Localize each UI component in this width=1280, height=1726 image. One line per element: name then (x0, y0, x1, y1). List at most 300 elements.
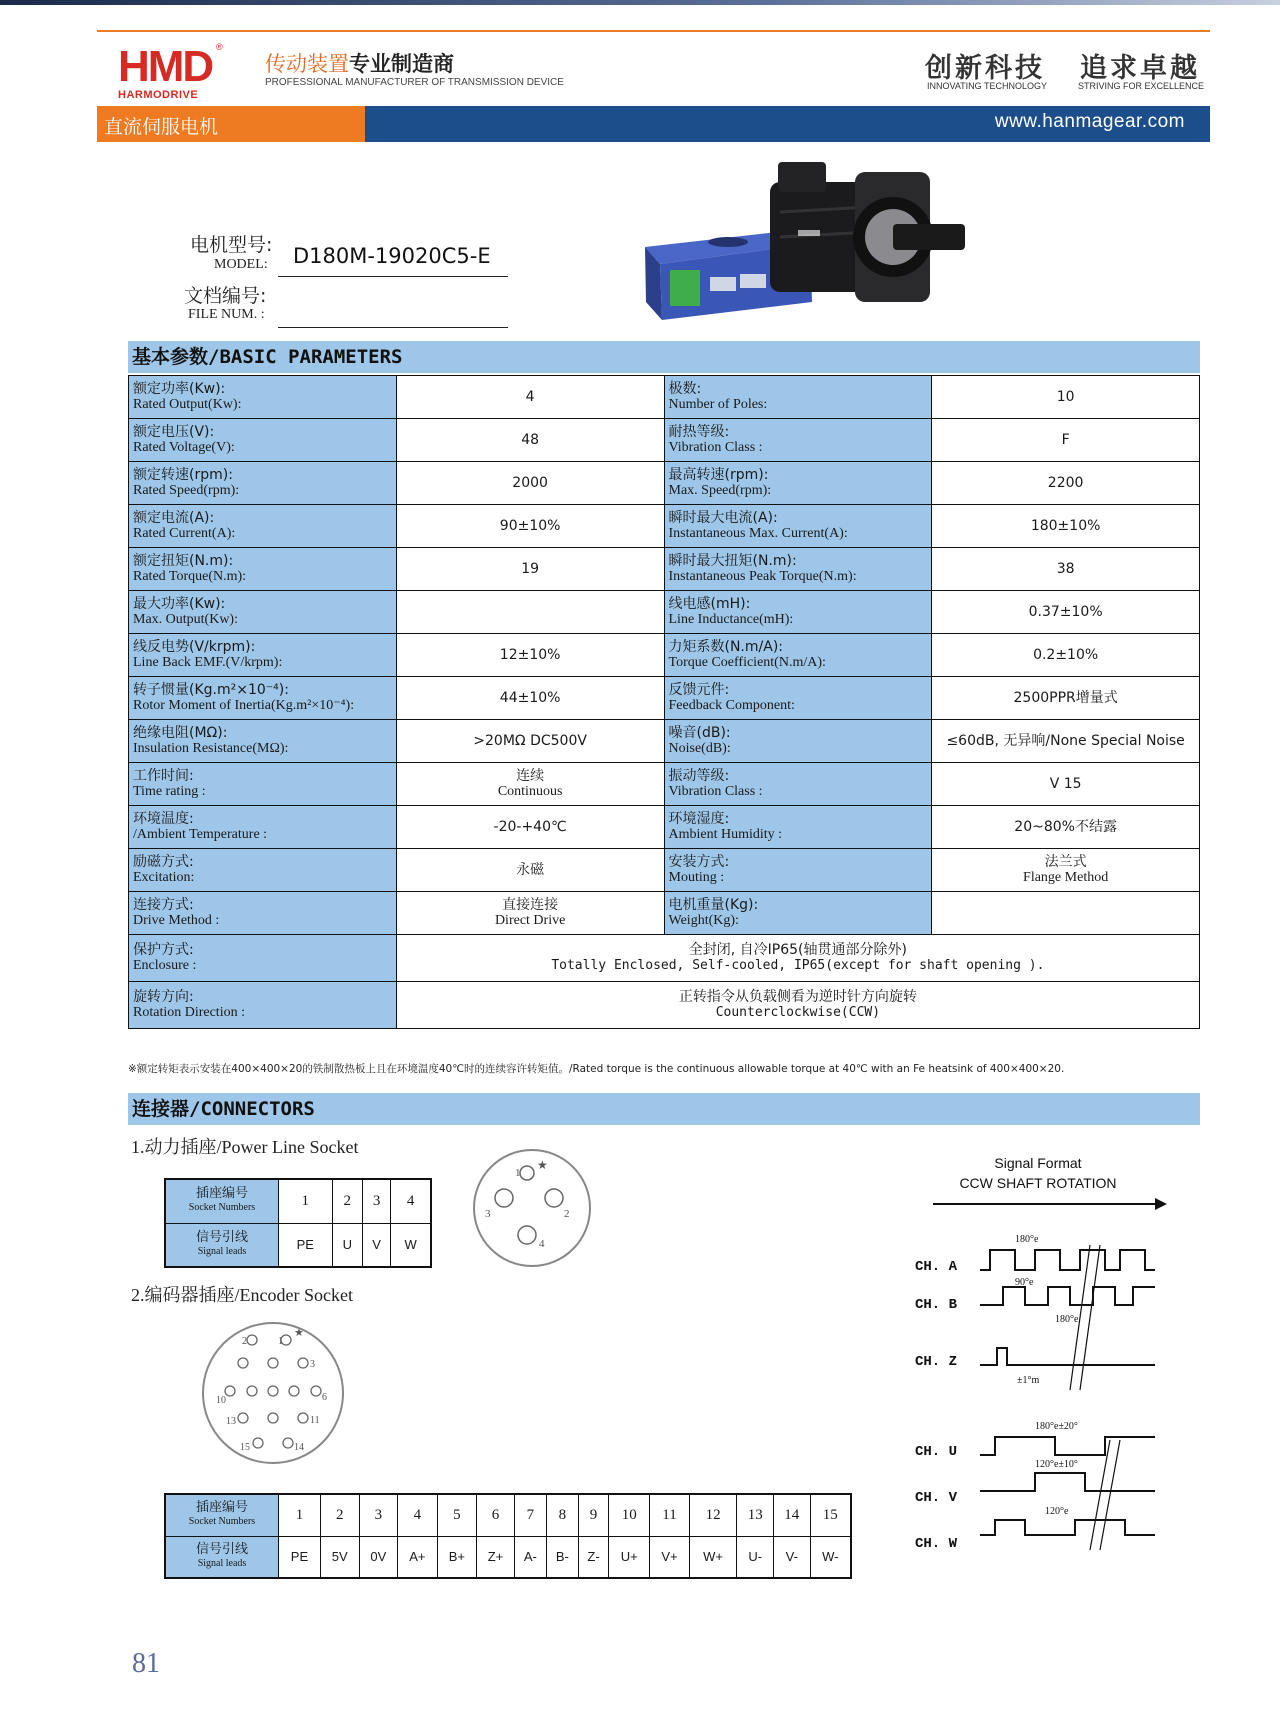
waveform-b (980, 1287, 1155, 1305)
rotation-label-en: Rotation Direction : (133, 1005, 245, 1020)
power-pin-2 (545, 1189, 563, 1207)
encoder-sig-cell: B- (546, 1536, 578, 1578)
param-label-en: Mouting : (668, 870, 725, 885)
power-pin-label: 1 (515, 1167, 521, 1179)
param-value (932, 419, 1200, 462)
param-label-en: Drive Method : (133, 913, 220, 928)
param-value (932, 763, 1200, 806)
encoder-pin-label: 11 (310, 1415, 320, 1426)
break-line-4 (1100, 1440, 1120, 1550)
params-body (129, 376, 1200, 1029)
param-value-text: 90±10% (499, 518, 561, 534)
param-value-text: 12±10% (499, 647, 561, 663)
param-label-en: Rated Output(Kw): (133, 397, 242, 412)
direction-arrow-icon (1155, 1198, 1167, 1210)
encoder-pin-label: 15 (240, 1442, 250, 1453)
channel-label-w: CH. W (915, 1536, 958, 1552)
encoder-num-cell: 13 (737, 1494, 774, 1536)
param-label-cn: 转子惯量(Kg.m²×10⁻⁴): (133, 682, 289, 698)
power-socket-sig-row (165, 1223, 431, 1267)
encoder-hdr-sig-cn: 信号引线 (195, 1541, 248, 1557)
basic-params-title: 基本参数/BASIC PARAMETERS (132, 346, 403, 368)
param-label-cn: 线反电势(V/krpm): (133, 639, 256, 655)
encoder-num-cell: 14 (774, 1494, 811, 1536)
encoder-socket-diagram (198, 1318, 348, 1468)
rotation-label (129, 982, 397, 1029)
annotation: 90°e (1015, 1277, 1034, 1288)
drive-fan (708, 237, 748, 247)
param-label-cn: 额定电压(V): (133, 424, 215, 440)
param-label (664, 505, 932, 548)
annotation: ±1°m (1017, 1375, 1040, 1386)
param-value-text: >20MΩ DC500V (473, 733, 587, 749)
param-value-text: 0.2±10% (1033, 647, 1099, 663)
param-value (396, 505, 664, 548)
param-value (932, 720, 1200, 763)
param-label-cn: 瞬时最大扭矩(N.m): (668, 553, 797, 569)
encoder-sig-cell: Z- (578, 1536, 608, 1578)
param-value-text: 44±10% (499, 690, 561, 706)
param-value-text: V 15 (1049, 776, 1082, 792)
encoder-sig-cell: 0V (359, 1536, 398, 1578)
slogan-striving: 追求卓越 (1080, 53, 1200, 84)
param-label-cn: 耐热等级: (668, 424, 730, 440)
encoder-sig-cell: W- (810, 1536, 851, 1578)
tagline-orange: 传动装置 (265, 52, 349, 76)
power-num-cell: 4 (391, 1179, 431, 1223)
logo (118, 42, 213, 101)
param-label-cn: 连接方式: (133, 897, 194, 913)
param-value (396, 763, 664, 806)
annotation: 180°e (1015, 1234, 1039, 1245)
model-value: D180M-19020C5-E (293, 244, 491, 268)
param-value (396, 849, 664, 892)
param-label-en: Ambient Humidity : (668, 827, 783, 842)
param-row (129, 419, 1200, 462)
annotation: 180°e (1055, 1314, 1079, 1325)
param-row (129, 720, 1200, 763)
param-value (396, 806, 664, 849)
param-label (664, 548, 932, 591)
param-value (932, 849, 1200, 892)
param-label-cn: 噪音(dB): (668, 725, 731, 741)
enclosure-label-en: Enclosure : (133, 958, 197, 973)
param-label-cn: 工作时间: (133, 768, 194, 784)
power-socket-diagram (467, 1143, 597, 1273)
param-value (932, 892, 1200, 935)
power-pin-3 (495, 1189, 513, 1207)
power-num-cell: 2 (332, 1179, 362, 1223)
power-sig-cell: V (362, 1223, 390, 1267)
footnote: ※额定转矩表示安装在400×400×20的铁制散热板上且在环境温度40℃时的连续容许转矩值。/Rated torque is the continuous allowable torque at 40℃ with an Fe heatsink of 400×400×20. (128, 1063, 1065, 1075)
waveform-v (980, 1473, 1155, 1491)
param-label (664, 892, 932, 935)
power-hdr-sig-en: Signal leads (197, 1245, 247, 1257)
model-label-en: MODEL: (214, 257, 268, 272)
power-hdr-sig (165, 1223, 279, 1267)
param-value-text: 永磁 (516, 862, 545, 878)
motor-shaft (893, 224, 965, 250)
website-link[interactable]: www.hanmagear.com (994, 111, 1185, 132)
param-label (664, 634, 932, 677)
encoder-num-cell: 12 (689, 1494, 737, 1536)
param-label-cn: 额定电流(A): (133, 510, 215, 526)
annotation: 120°e (1045, 1506, 1069, 1517)
param-label-en: Line Inductance(mH): (668, 612, 794, 627)
param-row (129, 763, 1200, 806)
param-value-text: 38 (1056, 561, 1075, 577)
model-underline (278, 276, 508, 277)
top-decoration-bar (0, 0, 1280, 5)
encoder-num-cell: 15 (810, 1494, 851, 1536)
signal-title: Signal Format (994, 1155, 1082, 1171)
param-label-cn: 额定转速(rpm): (133, 467, 233, 483)
channel-label-z: CH. Z (915, 1354, 958, 1370)
encoder-socket-title: 2.编码器插座/Encoder Socket (131, 1285, 353, 1305)
param-label-en: Max. Speed(rpm): (668, 483, 772, 498)
drive-port-1 (710, 277, 736, 291)
param-label-en: Rated Speed(rpm): (133, 483, 240, 498)
power-pin-label: 2 (564, 1208, 570, 1220)
motor-badge (798, 230, 820, 236)
connectors-title: 连接器/CONNECTORS (132, 1098, 315, 1120)
param-label-en: /Ambient Temperature : (133, 827, 268, 842)
param-label (129, 849, 397, 892)
encoder-pin-label: 10 (216, 1395, 226, 1406)
drive-terminal-block (670, 270, 700, 306)
waveform-u (980, 1437, 1155, 1455)
param-label-en: Rated Torque(N.m): (133, 569, 247, 584)
break-line-2 (1080, 1245, 1100, 1390)
param-label-en: Number of Poles: (668, 397, 768, 412)
param-value-text: 19 (521, 561, 540, 577)
param-row (129, 591, 1200, 634)
param-label (664, 763, 932, 806)
param-row (129, 677, 1200, 720)
encoder-hdr-num (165, 1494, 279, 1536)
channel-label-u: CH. U (915, 1444, 958, 1460)
param-label-cn: 励磁方式: (133, 854, 194, 870)
encoder-hdr-num-cn: 插座编号 (195, 1500, 248, 1516)
tagline-dark: 专业制造商 (349, 52, 454, 76)
param-label-en: Noise(dB): (668, 741, 731, 756)
encoder-num-cell: 7 (514, 1494, 546, 1536)
param-label-en: Vibration Class : (668, 440, 763, 455)
param-label-cn: 最大功率(Kw): (133, 596, 226, 612)
product-image (640, 152, 985, 332)
power-socket-table (164, 1178, 432, 1268)
param-label-cn: 环境湿度: (668, 811, 730, 827)
param-row (129, 462, 1200, 505)
param-value-text-en: Flange Method (1023, 870, 1109, 885)
signal-timing-diagram (905, 1150, 1175, 1570)
enclosure-value (396, 935, 1199, 982)
power-pin-label: 3 (485, 1208, 491, 1220)
param-label-en: Excitation: (133, 870, 195, 885)
encoder-pin-label: 2 (242, 1336, 247, 1347)
tagline (265, 48, 454, 78)
encoder-num-cell: 10 (609, 1494, 650, 1536)
param-label (129, 376, 397, 419)
encoder-sig-cell: U- (737, 1536, 774, 1578)
param-label (129, 806, 397, 849)
enclosure-label-cn: 保护方式: (133, 942, 194, 958)
param-row (129, 376, 1200, 419)
param-row (129, 892, 1200, 935)
param-label-cn: 安装方式: (668, 854, 730, 870)
param-value (396, 419, 664, 462)
param-label (664, 462, 932, 505)
param-label-en: Insulation Resistance(MΩ): (133, 741, 289, 756)
encoder-sig-cell: V- (774, 1536, 811, 1578)
power-sig-cell: W (391, 1223, 431, 1267)
encoder-pin-label: 6 (322, 1392, 327, 1403)
encoder-sig-row (165, 1536, 851, 1578)
param-label (129, 548, 397, 591)
param-value-text: 2200 (1047, 475, 1084, 491)
param-label (129, 720, 397, 763)
encoder-sig-cell: U+ (609, 1536, 650, 1578)
registered-mark: ® (216, 42, 223, 52)
slogan-innovating-en: INNOVATING TECHNOLOGY (927, 81, 1048, 91)
enclosure-row (129, 935, 1200, 982)
param-value-text: -20-+40℃ (493, 819, 567, 835)
basic-params-table (128, 375, 1200, 1029)
drive-port-2 (740, 274, 766, 288)
encoder-hdr-sig (165, 1536, 279, 1578)
encoder-pin-label: 1 (278, 1336, 283, 1347)
channel-label-b: CH. B (915, 1297, 958, 1313)
param-label-en: Time rating : (133, 784, 206, 799)
param-value (396, 892, 664, 935)
param-label-en: Max. Output(Kw): (133, 612, 238, 627)
param-label (664, 806, 932, 849)
param-value (932, 591, 1200, 634)
encoder-num-cell: 1 (279, 1494, 321, 1536)
param-label (129, 505, 397, 548)
logo-subtext: HARMODRIVE (118, 89, 199, 101)
param-value-text: 0.37±10% (1028, 604, 1103, 620)
power-pin-label: 4 (539, 1238, 545, 1250)
encoder-hdr-sig-en: Signal leads (197, 1557, 247, 1569)
power-hdr-num (165, 1179, 279, 1223)
power-sig-cell: PE (279, 1223, 333, 1267)
param-value (396, 634, 664, 677)
param-label-en: Rated Voltage(V): (133, 440, 235, 455)
param-label (664, 720, 932, 763)
param-value (396, 376, 664, 419)
motor-encoder-cap (778, 162, 826, 192)
file-label-en: FILE NUM. : (188, 307, 265, 322)
annotation: 120°e±10° (1035, 1459, 1078, 1470)
encoder-num-cell: 11 (650, 1494, 689, 1536)
param-value (932, 505, 1200, 548)
file-label-cn: 文档编号: (184, 285, 267, 307)
param-label-cn: 线电感(mH): (668, 596, 751, 612)
param-label (129, 462, 397, 505)
encoder-num-cell: 9 (578, 1494, 608, 1536)
param-row (129, 849, 1200, 892)
encoder-socket-table (164, 1493, 852, 1579)
param-label-en: Instantaneous Max. Current(A): (668, 526, 848, 541)
encoder-sig-cell: Z+ (477, 1536, 515, 1578)
param-label-en: Rotor Moment of Inertia(Kg.m²×10⁻⁴): (133, 698, 355, 713)
param-label-en: Line Back EMF.(V/krpm): (133, 655, 283, 670)
logo-text: HMD (118, 42, 213, 91)
param-label (129, 677, 397, 720)
param-label-en: Instantaneous Peak Torque(N.m): (668, 569, 857, 584)
param-value-text-en: Direct Drive (494, 913, 566, 928)
param-label (129, 591, 397, 634)
encoder-sig-cell: A+ (398, 1536, 437, 1578)
power-pin-4 (518, 1226, 536, 1244)
slogan-innovating: 创新科技 (925, 53, 1045, 84)
param-value-text-en: Continuous (497, 784, 563, 799)
enclosure-value-en: Totally Enclosed, Self-cooled, IP65(except for shaft opening ). (551, 958, 1045, 973)
category-label: 直流伺服电机 (104, 116, 219, 138)
channel-label-a: CH. A (915, 1259, 958, 1275)
power-socket-num-row (165, 1179, 431, 1223)
encoder-pin-label: 14 (294, 1442, 304, 1453)
param-value-text: 直接连接 (502, 897, 559, 913)
param-label-en: Torque Coefficient(N.m/A): (668, 655, 826, 670)
param-label-cn: 电机重量(Kg): (668, 897, 759, 913)
encoder-sig-cell: 5V (320, 1536, 359, 1578)
param-label-en: Weight(Kg): (668, 913, 739, 928)
encoder-pins (225, 1335, 321, 1448)
annotation: 180°e±20° (1035, 1421, 1078, 1432)
param-label-cn: 绝缘电阻(MΩ): (133, 725, 228, 741)
param-label (129, 763, 397, 806)
waveform-z (980, 1348, 1155, 1365)
encoder-sig-cell: A- (514, 1536, 546, 1578)
tagline-en: PROFESSIONAL MANUFACTURER OF TRANSMISSION DEVICE (265, 77, 564, 88)
param-value-text: 4 (525, 389, 535, 405)
encoder-sig-cell: V+ (650, 1536, 689, 1578)
param-label-en: Rated Current(A): (133, 526, 236, 541)
param-row (129, 806, 1200, 849)
encoder-num-cell: 2 (320, 1494, 359, 1536)
param-value-text: 2000 (512, 475, 548, 491)
power-hdr-sig-cn: 信号引线 (195, 1229, 248, 1245)
param-label-cn: 最高转速(rpm): (668, 467, 769, 483)
param-value (932, 806, 1200, 849)
param-label-cn: 瞬时最大电流(A): (668, 510, 778, 526)
enclosure-label (129, 935, 397, 982)
break-line-3 (1090, 1440, 1110, 1550)
signal-subtitle: CCW SHAFT ROTATION (959, 1175, 1117, 1191)
param-value-text: 180±10% (1030, 518, 1101, 534)
param-value-text: 法兰式 (1044, 854, 1087, 870)
encoder-num-cell: 6 (477, 1494, 515, 1536)
param-row (129, 505, 1200, 548)
channel-label-v: CH. V (915, 1490, 958, 1506)
param-value-text: 2500PPR增量式 (1013, 690, 1118, 706)
param-value (932, 376, 1200, 419)
param-label (129, 892, 397, 935)
power-num-cell: 3 (362, 1179, 390, 1223)
param-label (664, 677, 932, 720)
waveform-w (980, 1520, 1155, 1535)
param-label-cn: 额定扭矩(N.m): (133, 553, 234, 569)
encoder-num-cell: 3 (359, 1494, 398, 1536)
param-value-text: 连续 (516, 768, 545, 784)
param-value (396, 677, 664, 720)
waveform-a (980, 1250, 1155, 1270)
param-value-text: 20~80%不结露 (1014, 819, 1117, 835)
param-row (129, 634, 1200, 677)
power-socket-title: 1.动力插座/Power Line Socket (131, 1137, 359, 1157)
param-value (932, 548, 1200, 591)
param-label (129, 419, 397, 462)
power-num-cell: 1 (279, 1179, 333, 1223)
rotation-value-cn: 正转指令从负载侧看为逆时针方向旋转 (678, 989, 917, 1005)
param-label (664, 849, 932, 892)
param-label-cn: 反馈元件: (668, 682, 730, 698)
param-label-cn: 振动等级: (668, 768, 730, 784)
param-value (932, 677, 1200, 720)
param-row (129, 548, 1200, 591)
encoder-num-cell: 4 (398, 1494, 437, 1536)
model-label-cn: 电机型号: (190, 234, 273, 256)
encoder-sig-cell: W+ (689, 1536, 737, 1578)
encoder-sig-cell: PE (279, 1536, 321, 1578)
rotation-row (129, 982, 1200, 1029)
encoder-num-row (165, 1494, 851, 1536)
power-hdr-num-cn: 插座编号 (195, 1186, 248, 1202)
param-value-text: 48 (521, 432, 540, 448)
encoder-pin-label: 3 (310, 1359, 315, 1370)
param-label (664, 419, 932, 462)
param-label-en: Vibration Class : (668, 784, 763, 799)
power-pin-1 (520, 1166, 534, 1180)
rotation-label-cn: 旋转方向: (133, 989, 194, 1005)
basic-params-header (128, 341, 1200, 373)
param-value (932, 634, 1200, 677)
encoder-pin-label: 13 (226, 1416, 236, 1427)
param-value-text: ≤60dB, 无异响/None Special Noise (946, 733, 1185, 749)
slogan-striving-en: STRIVING FOR EXCELLENCE (1078, 81, 1205, 91)
param-value-text: F (1061, 432, 1070, 448)
encoder-ground-mark-icon: ★ (294, 1327, 304, 1339)
page-number: 81 (132, 1648, 160, 1679)
param-label-cn: 环境温度: (133, 811, 194, 827)
param-value (396, 720, 664, 763)
param-label-cn: 极数: (668, 381, 702, 397)
connectors-header (128, 1093, 1200, 1125)
param-value (396, 548, 664, 591)
param-label-cn: 额定功率(Kw): (133, 381, 226, 397)
power-hdr-num-en: Socket Numbers (188, 1202, 256, 1214)
encoder-num-cell: 5 (437, 1494, 476, 1536)
param-label (664, 591, 932, 634)
param-value (396, 591, 664, 634)
encoder-num-cell: 8 (546, 1494, 578, 1536)
param-label (664, 376, 932, 419)
param-value (932, 462, 1200, 505)
rotation-value-en: Counterclockwise(CCW) (715, 1005, 881, 1020)
ground-mark-icon: ★ (537, 1158, 548, 1172)
param-label-en: Feedback Component: (668, 698, 795, 713)
encoder-hdr-num-en: Socket Numbers (188, 1516, 256, 1528)
param-value (396, 462, 664, 505)
param-label-cn: 力矩系数(N.m/A): (668, 639, 783, 655)
header-orange-rule (97, 30, 1210, 32)
enclosure-value-cn: 全封闭, 自冷IP65(轴贯通部分除外) (688, 942, 907, 958)
param-label (129, 634, 397, 677)
encoder-sig-cell: B+ (437, 1536, 476, 1578)
rotation-value (396, 982, 1199, 1029)
